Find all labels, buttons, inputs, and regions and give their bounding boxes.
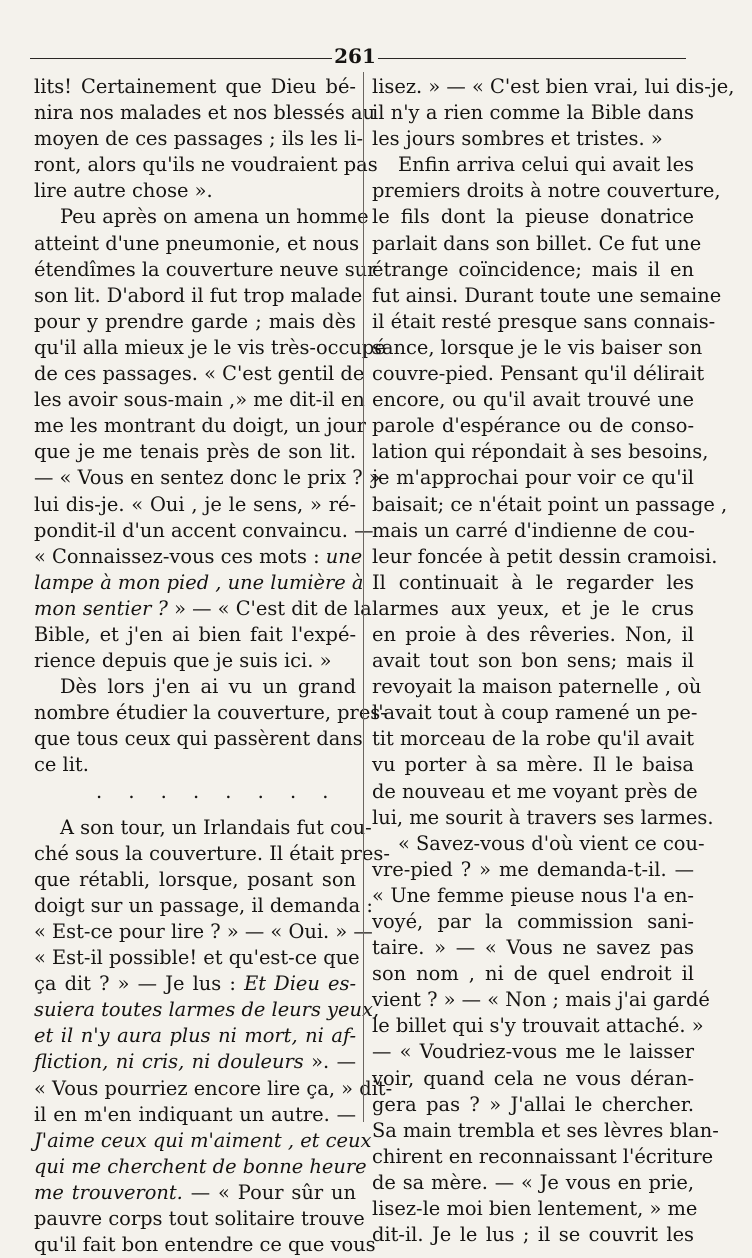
italic-quote: fliction, ni cris, ni douleurs (34, 1050, 304, 1074)
text-line: mais un carré d'indienne de cou- (372, 518, 695, 542)
text-line: lire autre chose ». (34, 179, 213, 203)
text-line: lation qui répondait à ses besoins, (372, 440, 709, 464)
text-line: ché sous la couverture. Il était pres- (34, 841, 390, 865)
text-line: il était resté presque sans connais- (372, 309, 716, 333)
text-line: en proie à des rêveries. Non, il (372, 622, 694, 646)
text-line: « Est-il possible! et qu'est-ce que (34, 946, 360, 970)
text-line: étendîmes la couverture neuve sur (34, 257, 377, 281)
text-line: « Vous pourriez encore lire ça, » dit- (34, 1076, 393, 1100)
text-line: nombre étudier la couverture, pres- (34, 701, 387, 725)
right-column (372, 74, 735, 1248)
ellipsis-separator: . . . . . . . . (96, 779, 339, 803)
text-line: rience depuis que je suis ici. » (34, 649, 332, 673)
text-line: premiers droits à notre couverture, (372, 179, 721, 203)
text-line: doigt sur un passage, il demanda : (34, 893, 373, 917)
text-line: me trouveront. — « Pour sûr un (34, 1180, 357, 1204)
text-line: ça dit ? » — Je lus : Et Dieu es- (34, 972, 356, 996)
text-line: étrange coïncidence; mais il en (372, 257, 694, 281)
text-line: lisez. » — « C'est bien vrai, lui dis-je, (372, 75, 735, 98)
text-line: voir, quand cela ne vous déran- (372, 1066, 694, 1090)
text-line: J'aime ceux qui m'aiment , et ceux (34, 1128, 372, 1152)
text-line: parole d'espérance ou de conso- (372, 414, 694, 438)
text-line: que tous ceux qui passèrent dans (34, 727, 363, 751)
text-line: pauvre corps tout solitaire trouve (34, 1207, 365, 1231)
text-line: que rétabli, lorsque, posant son (34, 867, 356, 891)
text-line: lui dis-je. « Oui , je le sens, » ré- (34, 492, 356, 516)
text-line: qu'il alla mieux je le vis très-occupé (34, 335, 386, 359)
text-line: chirent en reconnaissant l'écriture (372, 1144, 714, 1168)
text-line: gera pas ? » J'allai le chercher. (372, 1092, 694, 1116)
text-line: parlait dans son billet. Ce fut une (372, 231, 702, 255)
paragraph-gap (34, 805, 356, 815)
text-line: de nouveau et me voyant près de (372, 779, 698, 803)
text-line: sance, lorsque je le vis baiser son (372, 335, 703, 359)
header-rule-left (30, 58, 332, 59)
text-line: moyen de ces passages ; ils les li- (34, 127, 364, 151)
text-line: qu'il fait bon entendre ce que vous (34, 1233, 376, 1257)
text-line: taire. » — « Vous ne savez pas (372, 936, 694, 960)
text-line: qui me cherchent de bonne heure (34, 1154, 367, 1178)
italic-quote: une (325, 544, 363, 568)
text-line: dit-il. Je le lus ; il se couvrit les (372, 1223, 694, 1247)
text-line: vient ? » — « Non ; mais j'ai gardé (372, 988, 710, 1012)
text-line: baisait; ce n'était point un passage , (372, 492, 728, 516)
text-line: que je me tenais près de son lit. (34, 440, 356, 464)
text-line: Bible, et j'en ai bien fait l'expé- (34, 622, 356, 646)
text-line: les avoir sous-main ,» me dit-il en (34, 388, 365, 412)
text-line: vu porter à sa mère. Il le baisa (372, 753, 694, 777)
text-line: et il n'y aura plus ni mort, ni af- (34, 1024, 356, 1048)
left-column (34, 74, 393, 1258)
page-number: 261 (334, 44, 376, 68)
text-line: atteint d'une pneumonie, et nous (34, 231, 360, 255)
text-line: il en m'en indiquant un autre. — (34, 1102, 356, 1126)
text-line: de sa mère. — « Je vous en prie, (372, 1170, 694, 1194)
text-line: l'avait tout à coup ramené un pe- (372, 701, 698, 725)
text-line: tit morceau de la robe qu'il avait (372, 727, 694, 751)
text-line: leur foncée à petit dessin cramoisi. (372, 544, 718, 568)
text-line: avait tout son bon sens; mais il (372, 649, 694, 673)
text-line: vre-pied ? » me demanda-t-il. — (372, 857, 694, 881)
text-line: lits! Certainement que Dieu bé- (34, 75, 356, 98)
text-line: ce lit. (34, 753, 89, 777)
text-line: « Savez-vous d'où vient ce cou- (398, 831, 705, 855)
text-line: Peu après on amena un homme (60, 205, 369, 229)
text-line: le billet qui s'y trouvait attaché. » (372, 1014, 704, 1038)
text-line: lui, me sourit à travers ses larmes. (372, 805, 714, 829)
text-line: il n'y a rien comme la Bible dans (372, 101, 694, 125)
text-line: « Connaissez-vous ces mots : une (34, 544, 363, 568)
text-line: son lit. D'abord il fut trop malade (34, 283, 363, 307)
text-line: — « Voudriez-vous me le laisser (372, 1040, 694, 1064)
text-line: ront, alors qu'ils ne voudraient pas (34, 153, 378, 177)
text-line: revoyait la maison paternelle , où (372, 675, 702, 699)
text-line: le fils dont la pieuse donatrice (372, 205, 694, 229)
text-line: Enfin arriva celui qui avait les (398, 153, 694, 177)
text-line: pondit-il d'un accent convaincu. — (34, 518, 374, 542)
text-line: « Est-ce pour lire ? » — « Oui. » — (34, 920, 373, 943)
text-line: pour y prendre garde ; mais dès (34, 309, 356, 333)
text-line: lisez-le moi bien lentement, » me (372, 1197, 698, 1221)
text-line: de ces passages. « C'est gentil de (34, 362, 365, 386)
text-line: « Une femme pieuse nous l'a en- (372, 883, 694, 907)
text-line: Il continuait à le regarder les (372, 570, 694, 594)
italic-quote: me trouveront. (34, 1180, 183, 1204)
text-line: couvre-pied. Pensant qu'il délirait (372, 362, 705, 386)
text-line: fliction, ni cris, ni douleurs ». — (34, 1050, 356, 1074)
italic-quote: Et Dieu es- (244, 972, 356, 996)
text-line: les jours sombres et tristes. » (372, 127, 663, 151)
text-line: encore, ou qu'il avait trouvé une (372, 388, 694, 412)
text-line: suiera toutes larmes de leurs yeux, (34, 998, 380, 1022)
italic-quote: mon sentier ? (34, 596, 168, 620)
text-line: A son tour, un Irlandais fut cou- (60, 815, 372, 839)
text-line: — « Vous en sentez donc le prix ? » (34, 466, 381, 490)
column-divider (363, 72, 364, 1122)
text-line: nira nos malades et nos blessés au (34, 101, 376, 125)
text-line: mon sentier ? » — « C'est dit de la (34, 596, 372, 620)
text-line: lampe à mon pied , une lumière à (34, 570, 364, 594)
text-line: Dès lors j'en ai vu un grand (60, 675, 356, 699)
text-line: son nom , ni de quel endroit il (372, 962, 694, 986)
text-line: Sa main trembla et ses lèvres blan- (372, 1118, 719, 1142)
text-line: je m'approchai pour voir ce qu'il (372, 466, 694, 490)
text-line: voyé, par la commission sani- (372, 910, 694, 933)
text-line: me les montrant du doigt, un jour (34, 414, 366, 438)
text-line: larmes aux yeux, et je le crus (372, 596, 694, 620)
text-line: fut ainsi. Durant toute une semaine (372, 283, 722, 307)
header-rule-right (378, 58, 686, 59)
